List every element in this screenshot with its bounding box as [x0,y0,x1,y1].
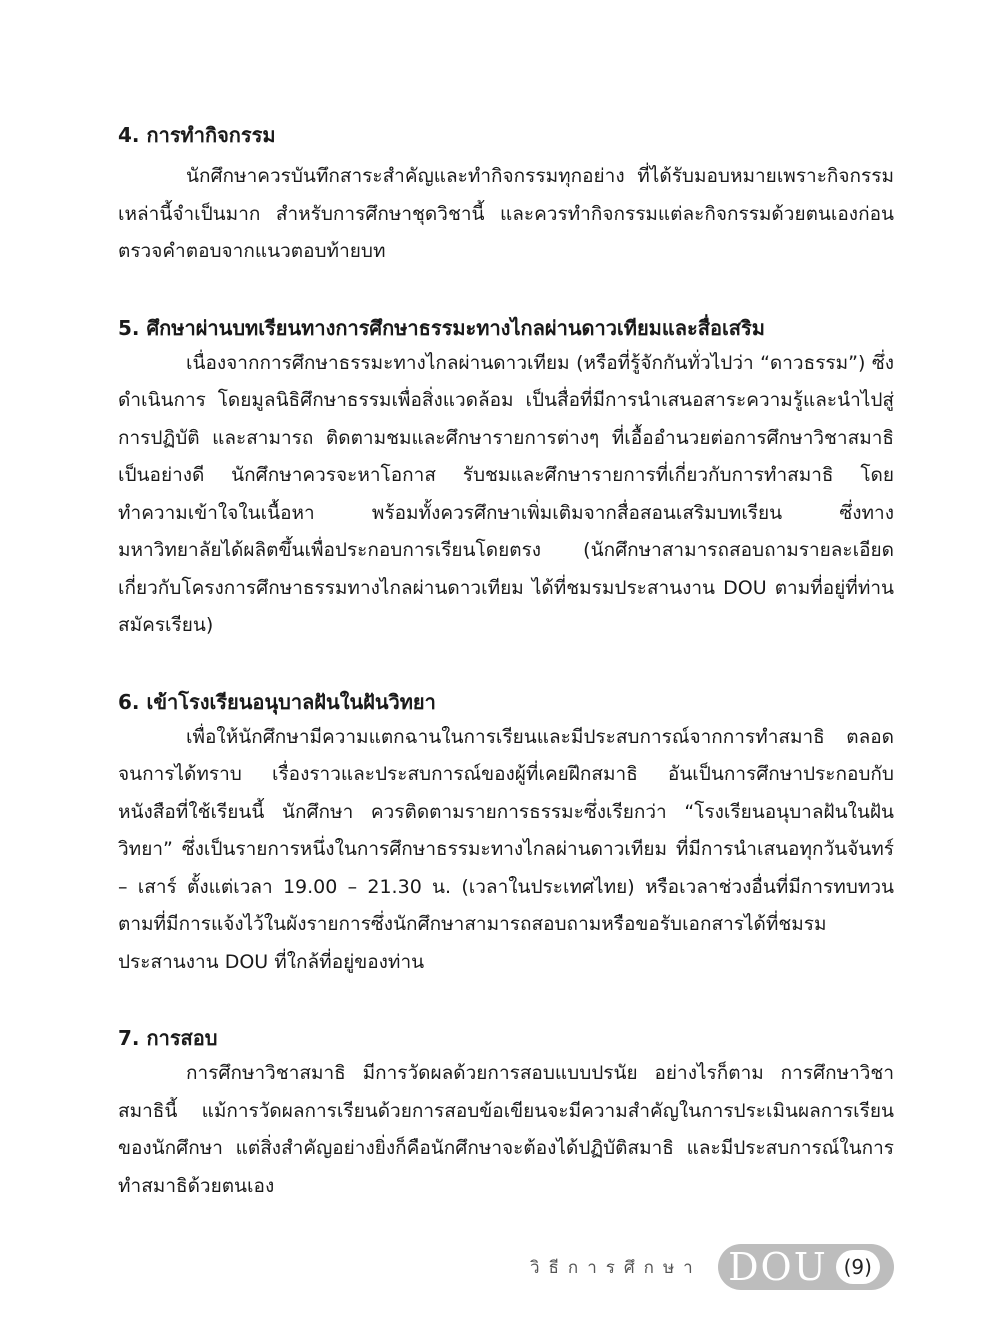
footer-label: วิธีการศึกษา [530,1257,702,1278]
section-examination [118,1021,894,1205]
section-heading: 4. การทำกิจกรรม [118,123,276,147]
section-heading: 6. เข้าโรงเรียนอนุบาลฝันในฝันวิทยา [118,689,436,714]
section-heading: 5. ศึกษาผ่านบทเรียนทางการศึกษาธรรมะทางไกลผ่านดาวเทียมและสื่อเสริม [118,315,765,340]
page-footer [530,1244,894,1290]
section-heading: 7. การสอบ [118,1026,218,1050]
section-paragraph: นักศึกษาควรบันทึกสาระสำคัญและทำกิจกรรมทุกอย่าง ที่ได้รับมอบหมายเพราะกิจกรรมเหล่านี้จำเป็นมาก สำหรับการศึกษาชุดวิชานี้ และควรทำกิจกรรมแต่ละกิจกรรมด้วยตนเองก่อนตรวจคำตอบจากแนวตอบท้ายบท [118,165,894,262]
page-number: (9) [836,1250,880,1284]
section-paragraph: เพื่อให้นักศึกษามีความแตกฉานในการเรียนและมีประสบการณ์จากการทำสมาธิ ตลอดจนการได้ทราบ เรื่องราวและประสบการณ์ของผู้ที่เคยฝึกสมาธิ อันเป็นการศึกษาประกอบกับหนังสือที่ใช้เรียนนี้ นักศึกษา ควรติดตามรายการธรรมะซึ่งเรียกว่า “โรงเรียนอนุบาลฝันในฝันวิทยา” ซึ่งเป็นรายการหนึ่งในการศึกษาธรรมะทางไกลผ่านดาวเทียม ที่มีการนำเสนอทุกวันจันทร์ – เสาร์ ตั้งแต่เวลา 19.00 – 21.30 น. (เวลาในประเทศไทย) หรือเวลาช่วงอื่นที่มีการทบทวน ตามที่มีการแจ้งไว้ในผังรายการซึ่งนักศึกษาสามารถสอบถามหรือขอรับเอกสารได้ที่ชมรมประสานงาน DOU ที่ใกล้ที่อยู่ของท่าน [118,725,894,973]
section-paragraph: เนื่องจากการศึกษาธรรมะทางไกลผ่านดาวเทียม (หรือที่รู้จักกันทั่วไปว่า “ดาวธรรม”) ซึ่งดำเนินการ โดยมูลนิธิศึกษาธรรมเพื่อสิ่งแวดล้อม เป็นสื่อที่มีการนำเสนอสาระความรู้และนำไปสู่การปฏิบัติ และสามารถ ติดตามชมและศึกษารายการต่างๆ ที่เอื้ออำนวยต่อการศึกษาวิชาสมาธิเป็นอย่างดี นักศึกษาควรจะหาโอกาส รับชมและศึกษารายการที่เกี่ยวกับการทำสมาธิ โดยทำความเข้าใจในเนื้อหา พร้อมทั้งควรศึกษาเพิ่มเติมจากสื่อสอนเสริมบทเรียน ซึ่งทางมหาวิทยาลัยได้ผลิตขึ้นเพื่อประกอบการเรียนโดยตรง (นักศึกษาสามารถสอบถามรายละเอียดเกี่ยวกับโครงการศึกษาธรรมทางไกลผ่านดาวเทียม ได้ที่ชมรมประสานงาน DOU ตามที่อยู่ที่ท่านสมัครเรียน) [118,351,894,636]
page-content [118,118,894,1245]
dou-badge [718,1244,894,1290]
section-paragraph: การศึกษาวิชาสมาธิ มีการวัดผลด้วยการสอบแบบปรนัย อย่างไรก็ตาม การศึกษาวิชาสมาธินี้ แม้การวัดผลการเรียนด้วยการสอบข้อเขียนจะมีความสำคัญในการประเมินผลการเรียนของนักศึกษา แต่สิ่งสำคัญอย่างยิ่งก็คือนักศึกษาจะต้องได้ปฏิบัติสมาธิ และมีประสบการณ์ในการทำสมาธิด้วยตนเอง [118,1062,894,1197]
section-activities [118,118,894,271]
section-satellite-learning [118,311,894,645]
dou-logo: DOU [728,1245,828,1289]
section-kindergarten-program [118,685,894,982]
